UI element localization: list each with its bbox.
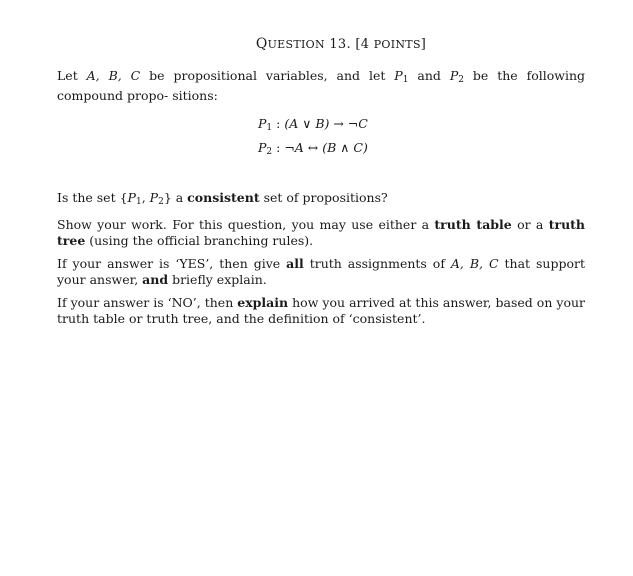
yes-case-and: and: [142, 272, 169, 287]
intro-paragraph: [57, 68, 585, 104]
question-p2-sub: 2: [158, 197, 164, 207]
formula-p1: [258, 114, 585, 138]
question-set-open: {: [119, 190, 128, 205]
question-paragraph: [57, 190, 585, 210]
yes-case-mid: truth assignments of: [303, 256, 451, 271]
question-page: [57, 36, 585, 327]
formula-p2-sep: :: [272, 140, 285, 155]
yes-case-paragraph: [57, 256, 585, 288]
heading-close: ]: [420, 37, 427, 52]
show-work-truth-tree: truth tree: [57, 217, 586, 248]
formula-p2: [258, 138, 585, 162]
question-mid: a: [171, 190, 188, 205]
formula-p1-expr: (A ∨ B) → ¬C: [284, 116, 368, 131]
question-comma: ,: [141, 190, 150, 205]
intro-vars: A, B, C: [86, 68, 141, 83]
question-set-close: }: [163, 190, 172, 205]
heading-points: POINTS: [373, 38, 421, 51]
question-heading: [57, 36, 585, 52]
formula-p2-label: P: [258, 140, 267, 155]
yes-case-lead: If your answer is ‘YES’, then give: [57, 256, 287, 271]
question-p1-sub: 1: [135, 197, 142, 207]
question-bold-consistent: consistent: [187, 190, 260, 205]
no-case-tail: how you arrived at this answer, based on your truth table or truth tree, and the definition of ‘consistent’.: [57, 295, 585, 326]
heading-q-letter: Q: [255, 36, 268, 52]
intro-p2-sub: 2: [458, 75, 464, 85]
question-p2: P: [149, 190, 159, 205]
no-case-lead: If your answer is ‘NO’, then: [57, 295, 238, 310]
show-work-paragraph: [57, 217, 585, 249]
formula-block: [258, 114, 585, 162]
show-work-truth-table: truth table: [434, 217, 512, 232]
no-case-explain: explain: [237, 295, 289, 310]
question-p1: P: [127, 190, 136, 205]
formula-p1-sub: 1: [266, 123, 273, 133]
yes-case-tail: briefly explain.: [168, 272, 267, 287]
intro-tail: be the following compound propo- sitions:: [57, 68, 586, 103]
question-tail: set of propositions?: [259, 190, 388, 205]
intro-p1: P: [394, 68, 403, 83]
heading-q-rest: UESTION: [267, 38, 325, 51]
show-work-mid: or a: [511, 217, 549, 232]
show-work-lead: Show your work. For this question, you may use either a: [57, 217, 435, 232]
yes-case-mid2: that support your answer,: [57, 256, 586, 287]
formula-p1-sep: :: [272, 116, 285, 131]
no-case-paragraph: [57, 295, 585, 327]
yes-case-all: all: [286, 256, 304, 271]
formula-p1-label: P: [258, 116, 267, 131]
intro-lead: Let: [57, 68, 87, 83]
show-work-tail: (using the official branching rules).: [85, 233, 314, 248]
formula-p2-expr: ¬A ↔ (B ∧ C): [284, 140, 368, 155]
yes-case-vars: A, B, C: [450, 256, 499, 271]
intro-p1-sub: 1: [402, 75, 409, 85]
heading-number: 13.: [329, 37, 351, 52]
formula-p2-sub: 2: [266, 147, 273, 157]
intro-p2: P: [449, 68, 459, 83]
intro-and: and: [408, 68, 450, 83]
question-lead: Is the set: [57, 190, 120, 205]
heading-open: [4: [355, 37, 374, 52]
intro-mid: be propositional variables, and let: [140, 68, 395, 83]
